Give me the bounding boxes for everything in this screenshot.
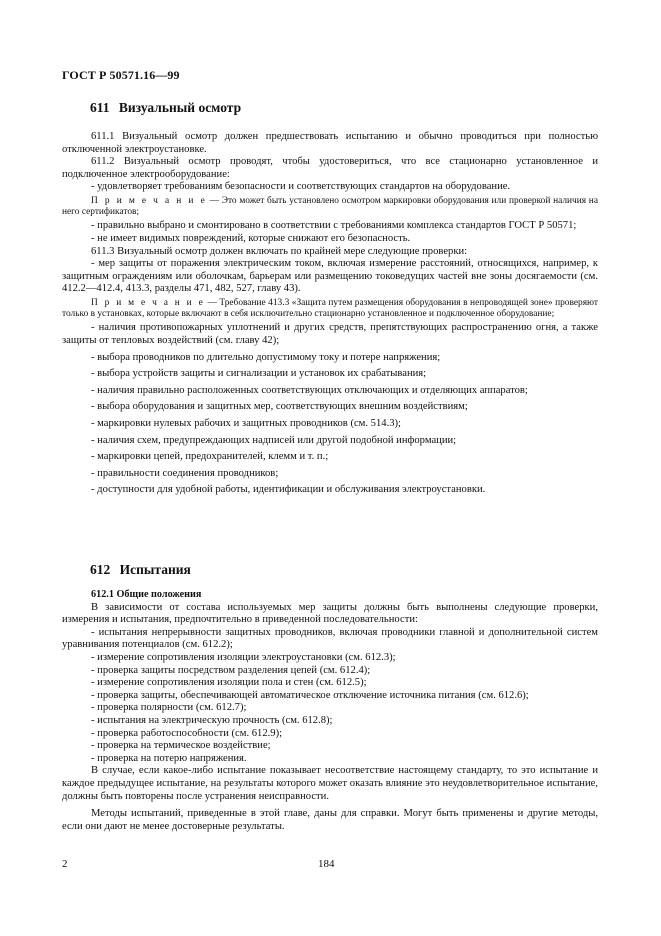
section-611-heading (90, 100, 241, 116)
check-item: - выбора оборудования и защитных мер, соответствующих внешним воздействиям; (91, 401, 468, 413)
check-item: - доступности для удобной работы, идентификации и обслуживания электроустановки. (91, 484, 486, 496)
test-item: - испытания непрерывности защитных проводников, включая проводники главной и дополнительной систем уравнивания потенциалов (см. 612.2); (62, 626, 598, 651)
list-item: - мер защиты от поражения электрическим током, включая измерение расстояний, относящихся, например, к защитным ограждениям или оболочкам, барьерам или размещению токоведущих частей вне зоны досягаемости (см. 412.2—412.4, 413.3, разделы 471, 482, 527, главу 43). (62, 258, 598, 295)
test-item: - проверка работоспособности (см. 612.9); (91, 727, 283, 739)
list-item: - удовлетворяет требованиям безопасности и соответствующих стандартов на оборудование. (91, 181, 511, 193)
sheet-number: 184 (318, 858, 335, 870)
section-612-body (62, 587, 598, 833)
test-item: - проверка защиты, обеспечивающей автоматическое отключение источника питания (см. 612.6); (91, 689, 529, 701)
paragraph-612-2: В случае, если какое-либо испытание показывает несоответствие настоящему стандарту, то это испытание и каждое предыдущее испытание, на результаты которого может оказать влияние это неудовлетворительное испытание, должны быть повторены после устранения неисправности. (62, 765, 598, 802)
page-number: 2 (62, 858, 68, 870)
check-item: - выбора устройств защиты и сигнализации и установок их срабатывания; (91, 368, 427, 380)
check-item: - наличия схем, предупреждающих надписей или другой подобной информации; (91, 434, 457, 446)
section-612-number: 612 (90, 562, 111, 577)
check-item: - наличия правильно расположенных соответствующих отключающих и отделяющих аппаратов; (91, 384, 528, 396)
note-2 (62, 298, 598, 320)
paragraph-611-2: 611.2 Визуальный осмотр проводят, чтобы удостовериться, что все стационарно установленное и подключенное электрооборудование: (62, 156, 598, 180)
paragraph-611-1: 611.1 Визуальный осмотр должен предшествовать испытанию и обычно проводиться при полностью отключенной электроустановке. (62, 131, 598, 155)
test-item: - проверка полярности (см. 612.7); (91, 702, 247, 714)
check-item: - наличия противопожарных уплотнений и других средств, препятствующих распространению огня, а также защиты от тепловых воздействий (см. главу 42); (62, 322, 598, 346)
note-label: П р и м е ч а н и е (91, 195, 207, 206)
test-item: - проверка защиты посредством разделения цепей (см. 612.4); (91, 664, 371, 676)
note-label: П р и м е ч а н и е (91, 297, 205, 308)
test-item: - проверка на потерю напряжения. (91, 752, 247, 764)
section-611-body (62, 131, 598, 497)
section-612-title: Испытания (119, 562, 191, 577)
paragraph-612-1: В зависимости от состава используемых мер защиты должны быть выполнены следующие проверки, измерения и испытания, предпочтительно в приведенной последовательности: (62, 601, 598, 626)
check-item: - маркировки цепей, предохранителей, клемм и т. п.; (91, 451, 329, 463)
paragraph-611-3: 611.3 Визуальный осмотр должен включать по крайней мере следующие проверки: (91, 245, 468, 257)
subsection-612-1-title: 612.1 Общие положения (91, 589, 202, 600)
check-item: - выбора проводников по длительно допустимому току и потере напряжения; (91, 351, 441, 363)
document-code: ГОСТ Р 50571.16—99 (62, 68, 180, 82)
check-item: - маркировки нулевых рабочих и защитных проводников (см. 514.3); (91, 417, 401, 429)
note-text: — Это может быть установлено осмотром маркировки оборудования или проверкой наличия на него сертификатов; (62, 195, 598, 218)
check-item: - правильности соединения проводников; (91, 467, 279, 479)
section-611-number: 611 (90, 100, 110, 115)
list-item: - не имеет видимых повреждений, которые снижают его безопасность. (91, 232, 411, 244)
note-1 (62, 196, 598, 218)
section-611-title: Визуальный осмотр (118, 100, 242, 115)
list-item: - правильно выбрано и смонтировано в соответствии с требованиями комплекса стандартов ГОСТ Р 50571; (91, 220, 577, 232)
test-item: - испытания на электрическую прочность (см. 612.8); (91, 714, 333, 726)
paragraph-612-3: Методы испытаний, приведенные в этой главе, даны для справки. Могут быть применены и другие методы, если они дают не менее достоверные результаты. (62, 808, 598, 832)
note-text: — Требование 413.3 «Защита путем размещения оборудования в непроводящей зоне» проверяют только в установках, которые включают в себя исключительно стационарно установленное и подключенное оборудование; (62, 297, 598, 320)
section-612-heading (90, 562, 191, 578)
test-item: - проверка на термическое воздействие; (91, 740, 271, 752)
test-item: - измерение сопротивления изоляции электроустановки (см. 612.3); (91, 651, 396, 663)
test-item: - измерение сопротивления изоляции пола и стен (см. 612.5); (91, 677, 367, 689)
